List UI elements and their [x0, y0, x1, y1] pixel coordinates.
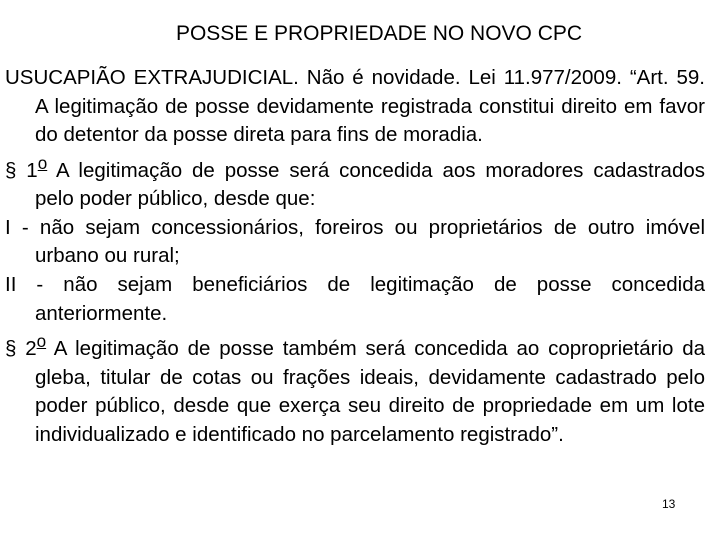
paragraph-item-ii	[5, 271, 705, 328]
paragraph-text: A legitimação de posse também será concedida ao coproprietário da gleba, titular de cotas ou frações ideais, devidamente cadastrado pelo poder público, desde que exerça seu direito de propriedade em um lote individualizado e identificado no parcelamento registrado”.	[35, 337, 706, 446]
section-lead: § 1	[5, 158, 38, 182]
paragraph-section-2	[5, 328, 705, 449]
paragraph-text: A legitimação de posse será concedida aos moradores cadastrados pelo poder público, desde que:	[35, 158, 705, 211]
paragraph-text: I - não sejam concessionários, foreiros ou proprietários de outro imóvel urbano ou rural;	[5, 215, 705, 268]
slide-title: POSSE E PROPRIEDADE NO NOVO CPC	[175, 22, 583, 45]
paragraph-item-i	[5, 214, 705, 271]
ordinal-indicator: o	[36, 332, 47, 352]
paragraph-text: II - não sejam beneficiários de legitimação de posse concedida anteriormente.	[5, 272, 705, 325]
paragraph-section-1	[5, 150, 705, 214]
ordinal-indicator: o	[37, 153, 48, 173]
section-lead: § 2	[5, 337, 37, 360]
page-number: 13	[662, 497, 676, 511]
paragraph-usucapiao	[5, 64, 705, 150]
paragraph-text: USUCAPIÃO EXTRAJUDICIAL. Não é novidade. Lei 11.977/2009. “Art. 59. A legitimação de posse devidamente registrada constitui direito em favor do detentor da posse direta para fins de moradia.	[5, 66, 705, 147]
slide-body	[5, 64, 705, 449]
